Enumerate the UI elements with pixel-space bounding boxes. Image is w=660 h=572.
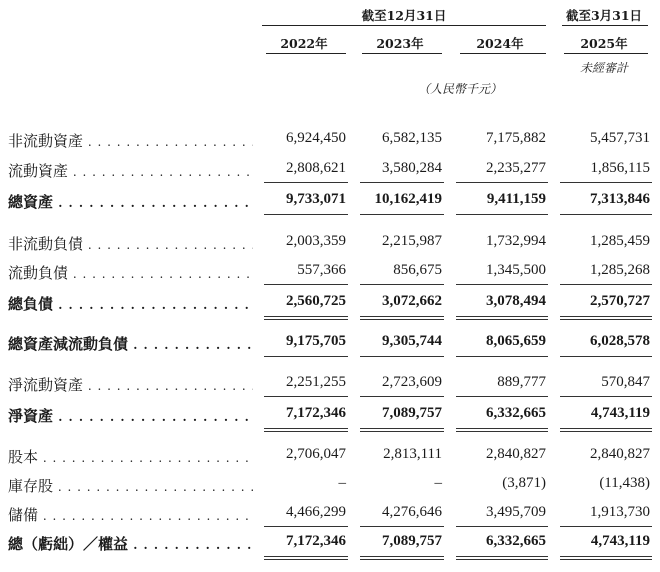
subtotal-rule <box>264 182 348 183</box>
table-row <box>0 504 660 526</box>
total-rule <box>456 559 548 560</box>
row-label: 非流動負債 . . . <box>8 233 253 254</box>
row-label: 非流動資產 . . . <box>8 130 253 151</box>
cell-2023: 2,215,987 <box>382 233 442 249</box>
cell-2024: 6,332,665 <box>486 533 546 549</box>
row-label: 淨流動資產 . . . <box>8 374 253 395</box>
table-row <box>0 160 660 182</box>
total-rule <box>360 214 444 215</box>
total-rule <box>560 556 652 557</box>
cell-2022: – <box>338 475 346 491</box>
total-rule <box>560 428 652 429</box>
cell-2025: 1,856,115 <box>590 160 650 176</box>
year-2022: 2022年 <box>280 36 328 51</box>
cell-2022: 2,251,255 <box>286 374 346 390</box>
cell-2022: 2,706,047 <box>286 446 346 462</box>
table-row-total-assets-less-current-liabilities <box>0 333 660 355</box>
total-rule <box>456 356 548 357</box>
cell-2023: 6,582,135 <box>382 130 442 146</box>
cell-2025: 7,313,846 <box>590 191 650 207</box>
table-row <box>0 446 660 468</box>
cell-2022: 557,366 <box>297 262 346 278</box>
row-label: 總資產 . . . <box>8 191 253 212</box>
total-rule <box>360 431 444 432</box>
total-rule <box>560 319 652 320</box>
subtotal-rule <box>360 182 444 183</box>
cell-2022: 2,003,359 <box>286 233 346 249</box>
cell-2022: 2,808,621 <box>286 160 346 176</box>
total-rule <box>560 431 652 432</box>
total-rule <box>360 316 444 317</box>
year-rule-2023 <box>362 53 442 54</box>
row-label: 總負債 . . . <box>8 293 253 314</box>
total-rule <box>264 356 348 357</box>
table-row-total-assets <box>0 191 660 213</box>
unaudited-note: 未經審計 <box>579 61 628 75</box>
cell-2024: 7,175,882 <box>486 130 546 146</box>
year-2023: 2023年 <box>376 36 424 51</box>
row-label: 總（虧絀）／權益 . . . <box>8 533 253 554</box>
table-row-total-liabilities <box>0 293 660 315</box>
cell-2023: 7,089,757 <box>382 533 442 549</box>
header-rule-december <box>262 25 546 26</box>
cell-2025: 4,743,119 <box>590 533 650 549</box>
subtotal-rule <box>264 284 348 285</box>
total-rule <box>360 356 444 357</box>
table-row-total-equity <box>0 533 660 555</box>
total-rule <box>560 559 652 560</box>
total-rule <box>264 319 348 320</box>
cell-2025: 2,570,727 <box>590 293 650 309</box>
subtotal-rule <box>560 396 652 397</box>
cell-2023: – <box>434 475 442 491</box>
total-rule <box>360 559 444 560</box>
subtotal-rule <box>456 526 548 527</box>
total-rule <box>456 428 548 429</box>
cell-2025: 1,285,268 <box>590 262 650 278</box>
cell-2024: 1,732,994 <box>486 233 546 249</box>
cell-2024: 2,235,277 <box>486 160 546 176</box>
cell-2023: 7,089,757 <box>382 405 442 421</box>
cell-2022: 6,924,450 <box>286 130 346 146</box>
year-rule-2025 <box>564 53 648 54</box>
cell-2023: 9,305,744 <box>382 333 442 349</box>
cell-2023: 856,675 <box>393 262 442 278</box>
cell-2024: 3,078,494 <box>486 293 546 309</box>
table-row <box>0 475 660 497</box>
cell-2025: (11,438) <box>599 475 650 491</box>
cell-2024: (3,871) <box>502 475 546 491</box>
total-rule <box>264 428 348 429</box>
row-label: 總資產減流動負債 . . . <box>8 333 253 354</box>
cell-2025: 1,913,730 <box>590 504 650 520</box>
row-label: 庫存股 . . . <box>8 475 253 496</box>
year-2025: 2025年 <box>580 36 628 51</box>
cell-2024: 2,840,827 <box>486 446 546 462</box>
row-label: 儲備 . . . <box>8 504 253 525</box>
total-rule <box>456 214 548 215</box>
total-rule <box>456 431 548 432</box>
cell-2023: 4,276,646 <box>382 504 442 520</box>
total-rule <box>264 214 348 215</box>
subtotal-rule <box>560 182 652 183</box>
cell-2024: 8,065,659 <box>486 333 546 349</box>
cell-2024: 6,332,665 <box>486 405 546 421</box>
total-rule <box>560 356 652 357</box>
row-label: 流動負債 . . . <box>8 262 253 283</box>
row-label: 流動資產 . . . <box>8 160 253 181</box>
total-rule <box>360 319 444 320</box>
subtotal-rule <box>264 396 348 397</box>
year-rule-2024 <box>460 53 546 54</box>
cell-2022: 4,466,299 <box>286 504 346 520</box>
table-row <box>0 233 660 255</box>
subtotal-rule <box>456 284 548 285</box>
cell-2025: 6,028,578 <box>590 333 650 349</box>
year-2024: 2024年 <box>476 36 524 51</box>
total-rule <box>264 316 348 317</box>
cell-2024: 9,411,159 <box>486 191 546 207</box>
row-label: 淨資產 . . . <box>8 405 253 426</box>
subtotal-rule <box>360 526 444 527</box>
cell-2024: 3,495,709 <box>486 504 546 520</box>
table-row-net-assets <box>0 405 660 427</box>
total-rule <box>264 559 348 560</box>
total-rule <box>360 556 444 557</box>
table-row <box>0 374 660 396</box>
table-row <box>0 262 660 284</box>
cell-2025: 5,457,731 <box>590 130 650 146</box>
year-rule-2022 <box>266 53 346 54</box>
total-rule <box>456 319 548 320</box>
subtotal-rule <box>560 526 652 527</box>
subtotal-rule <box>360 284 444 285</box>
cell-2022: 2,560,725 <box>286 293 346 309</box>
total-rule <box>560 316 652 317</box>
total-rule <box>456 316 548 317</box>
header-group-march: 截至3月31日 <box>565 8 643 23</box>
subtotal-rule <box>456 182 548 183</box>
cell-2024: 889,777 <box>497 374 546 390</box>
header-rule-march <box>562 25 648 26</box>
cell-2025: 1,285,459 <box>590 233 650 249</box>
subtotal-rule <box>560 284 652 285</box>
cell-2023: 2,813,111 <box>383 446 442 462</box>
cell-2022: 9,733,071 <box>286 191 346 207</box>
total-rule <box>560 214 652 215</box>
table-row <box>0 130 660 152</box>
cell-2022: 7,172,346 <box>286 533 346 549</box>
subtotal-rule <box>456 396 548 397</box>
row-label: 股本 . . . <box>8 446 253 467</box>
header-group-december: 截至12月31日 <box>361 8 447 23</box>
cell-2022: 7,172,346 <box>286 405 346 421</box>
total-rule <box>264 556 348 557</box>
cell-2025: 570,847 <box>601 374 650 390</box>
cell-2023: 3,580,284 <box>382 160 442 176</box>
cell-2023: 10,162,419 <box>374 191 442 207</box>
cell-2023: 3,072,662 <box>382 293 442 309</box>
cell-2022: 9,175,705 <box>286 333 346 349</box>
cell-2025: 2,840,827 <box>590 446 650 462</box>
total-rule <box>360 428 444 429</box>
cell-2023: 2,723,609 <box>382 374 442 390</box>
subtotal-rule <box>360 396 444 397</box>
total-rule <box>264 431 348 432</box>
total-rule <box>456 556 548 557</box>
cell-2024: 1,345,500 <box>486 262 546 278</box>
cell-2025: 4,743,119 <box>590 405 650 421</box>
subtotal-rule <box>264 526 348 527</box>
unit-note: （人民幣千元） <box>417 82 502 96</box>
